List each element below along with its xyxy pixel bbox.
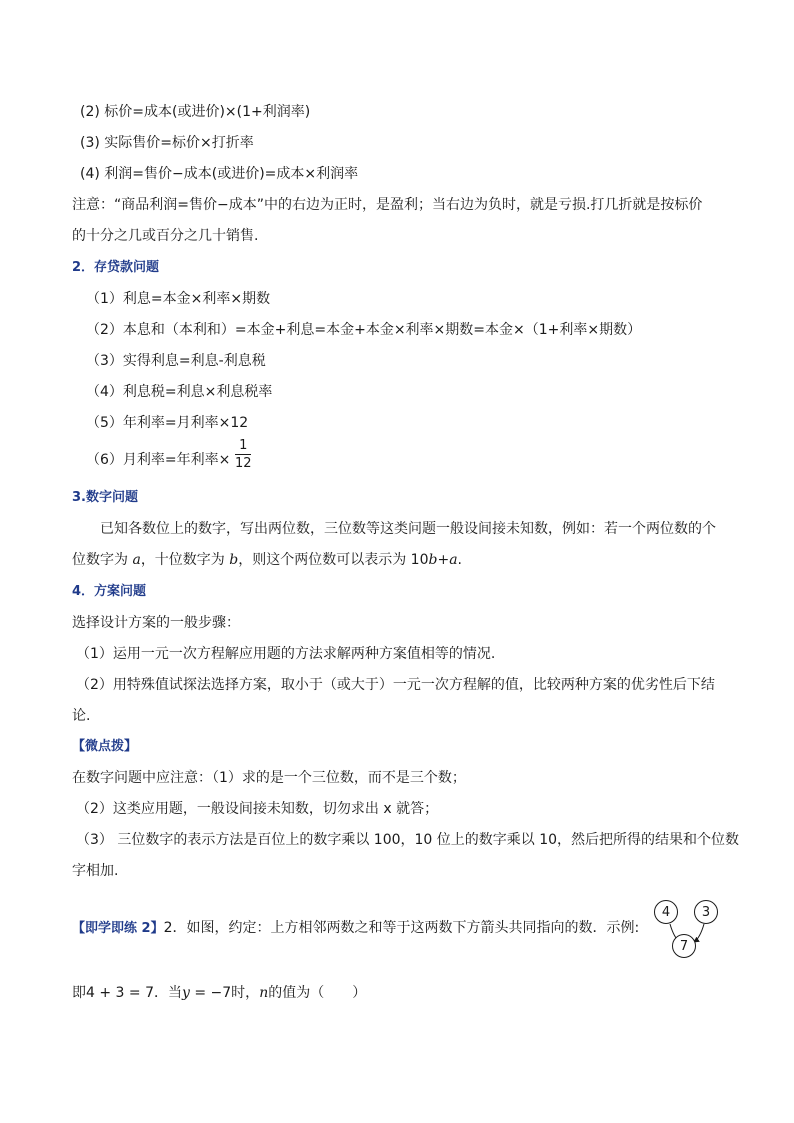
tip-line4: 字相加. [72,863,119,879]
deposit-formula-6: （6）月利率=年利率× [86,452,231,468]
expression: b+a [428,552,458,568]
plan-step-2-line1: （2）用特殊值试探法选择方案，取小于（或大于）一元一次方程解的值，比较两种方案的优劣性后下结 [76,677,715,693]
profit-formula-2: (2) 标价=成本(或进价)×(1+利润率) [80,104,311,120]
fraction-numerator: 1 [239,438,248,453]
practice-line1 [72,918,639,939]
deposit-formula-1: （1）利息=本金×利率×期数 [86,291,271,307]
circle-3: 3 [694,900,718,924]
practice-text-b: = −7时， [189,985,260,1001]
plan-step-1: （1）运用一元一次方程解应用题的方法求解两种方案值相等的情况. [76,646,496,662]
deposit-formula-3: （3）实得利息=利息-利息税 [86,353,266,369]
deposit-formula-2: （2）本息和（本利和）=本金+利息=本金+本金×利率×期数=本金×（1+利率×期数） [86,322,642,338]
deposit-formula-5: （5）年利率=月利率×12 [86,415,249,431]
profit-formula-3: (3) 实际售价=标价×打折率 [80,135,254,151]
variable-a: a [132,552,141,568]
practice-line2 [72,983,366,1003]
tip-heading: 【微点拨】 [72,739,138,754]
profit-formula-4: (4) 利润=售价−成本(或进价)=成本×利润率 [80,166,359,182]
fraction-one-twelfth [235,438,252,471]
plan-heading: 4．方案问题 [72,584,147,599]
arrow-right [694,924,704,942]
digits-text-a: 位数字为 [72,552,133,568]
practice-text: 2．如图，约定：上方相邻两数之和等于这两数下方箭头共同指向的数．示例: [163,920,640,936]
tip-line2: （2）这类应用题，一般设间接未知数，切勿求出 x 就答； [76,801,439,817]
profit-note-line2: 的十分之几或百分之几十销售. [72,228,259,244]
profit-note-line1: 注意：“商品利润=售价−成本”中的右边为正时，是盈利；当右边为负时，就是亏损.打几折就是按标价 [72,197,703,213]
tip-line3: （3） 三位数字的表示方法是百位上的数字乘以 100，10 位上的数字乘以 10，然后把所得的结果和个位数 [76,832,740,848]
fraction-bar [235,454,251,455]
digits-heading: 3.数字问题 [72,490,138,505]
practice-text-c: 的值为（ ） [268,985,367,1001]
digits-text-c: ，则这个两位数可以表示为 10 [238,552,429,568]
digits-para-line2 [72,550,462,570]
circle-4: 4 [654,900,678,924]
plan-intro: 选择设计方案的一般步骤： [72,615,240,631]
digits-para-line1: 已知各数位上的数字，写出两位数，三位数等这类问题一般设间接未知数，例如：若一个两位数的个 [100,521,716,537]
tip-line1: 在数字问题中应注意：（1）求的是一个三位数，而不是三个数； [72,770,466,786]
digits-text-d: . [457,552,462,568]
variable-n: n [259,985,269,1001]
practice-text-a: 即4 + 3 = 7．当 [72,985,182,1001]
plan-step-2-line2: 论. [72,708,91,724]
deposit-formula-4: （4）利息税=利息×利息税率 [86,384,273,400]
fraction-denominator: 12 [235,456,252,471]
deposit-heading: 2．存贷款问题 [72,260,160,275]
variable-b: b [229,552,239,568]
digits-text-b: ，十位数字为 [140,552,230,568]
circle-7: 7 [672,934,696,958]
variable-y: y [181,985,190,1001]
practice-label: 【即学即练 2】 [72,921,164,936]
